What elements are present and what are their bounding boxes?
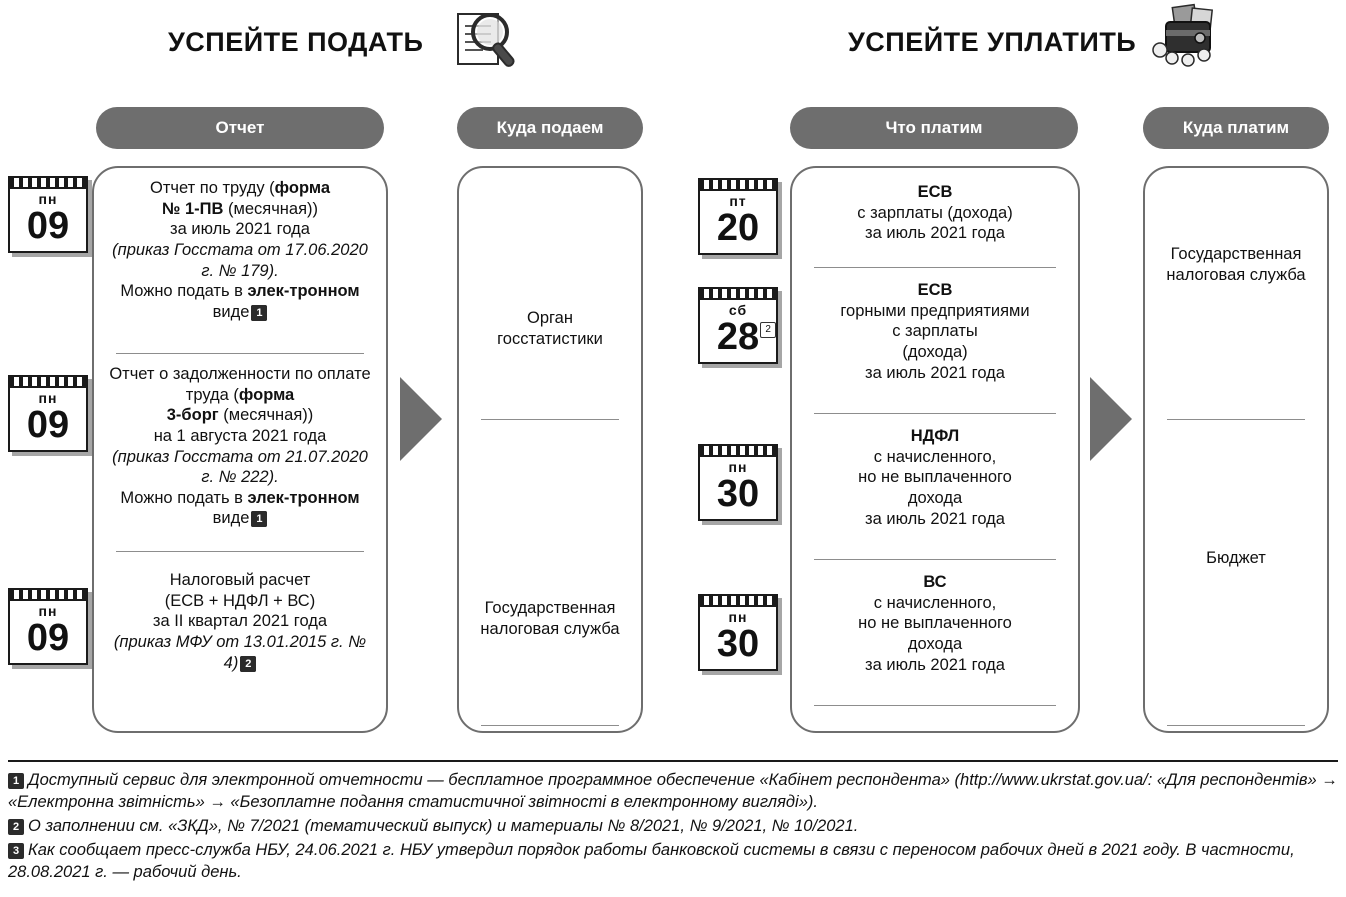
calendar-rings — [10, 590, 86, 601]
footnote-1 — [8, 770, 1338, 814]
calendar-rings — [700, 446, 776, 457]
calendar-day: 20 — [716, 207, 760, 249]
pay-item-3-title: НДФЛ — [910, 427, 960, 445]
pay-item-4-line4: за июль 2021 года — [865, 655, 1005, 674]
where-file-item-2-text: Государственная налоговая служба — [480, 599, 620, 638]
report-item-3-text-a: Налоговый расчет — [169, 571, 311, 589]
page-title-right: УСПЕЙТЕ УПЛАТИТЬ — [848, 27, 1137, 57]
panel-where-file — [457, 166, 643, 733]
pay-item-3 — [792, 426, 1078, 560]
wallet-money-icon — [1148, 2, 1222, 68]
report-item-2-text-b: (месячная)) — [218, 406, 314, 425]
calendar-day: 09 — [26, 205, 70, 247]
pay-item-2-line1: горными предприятиями — [840, 301, 1030, 320]
calendar-rings — [700, 180, 776, 191]
where-file-item-1 — [459, 308, 641, 420]
pay-item-4-title: ВС — [923, 573, 947, 591]
report-item-1-text-a: Отчет по труду ( — [150, 179, 275, 197]
divider — [814, 267, 1056, 268]
report-item-2-bold-a: форма — [238, 385, 295, 404]
report-item-1-italic: (приказ Госстата от 17.06.2020 г. № 179). — [112, 240, 368, 280]
calendar-day: 09 — [26, 617, 70, 659]
calendar-dow: пн — [38, 603, 58, 619]
report-item-1-text-e: виде — [212, 302, 250, 321]
calendar-tile-report-2 — [8, 375, 88, 452]
pay-item-4 — [792, 572, 1078, 706]
report-item-1-bold-a: форма — [274, 179, 330, 197]
calendar-tile-pay-4 — [698, 594, 778, 671]
footnote-3-text: Как сообщает пресс-служба НБУ, 24.06.2021 г. НБУ утвердил порядок работы банковской системы в связи с переносом рабочих дней в 2021 году. В частности, 28.08.2021 г. — рабочий день. — [8, 840, 1295, 881]
calendar-rings — [700, 596, 776, 607]
calendar-tile-pay-1 — [698, 178, 778, 255]
panel-report — [92, 166, 388, 733]
report-item-1-text-d: Можно подать в — [120, 282, 248, 301]
divider — [814, 413, 1056, 414]
calendar-day — [700, 318, 776, 362]
where-pay-item-1 — [1145, 244, 1327, 420]
divider — [481, 419, 619, 420]
pay-item-4-line2: но не выплаченного — [858, 614, 1012, 633]
calendar-dow: сб — [728, 302, 748, 318]
calendar-dow: пн — [728, 609, 748, 625]
footnote-ref-2-calendar: 2 — [760, 322, 776, 338]
footnote-ref-2: 2 — [240, 656, 256, 672]
calendar-dow: пн — [728, 459, 748, 475]
footnote-1-text: Доступный сервис для электронной отчетности — бесплатное программное обеспечение «Кабінет респондента» (http://www.ukrstat.gov.ua/: «Для респондентів» → «Електронна звітність» → «Безоплатне подання статистичної звітності в електронному вигляді»). — [8, 771, 1338, 811]
calendar-day: 30 — [716, 623, 760, 665]
calendar-tile-report-3 — [8, 588, 88, 665]
report-item-1-bold-c: элек-тронном — [247, 282, 360, 301]
report-item-3-text-b: (ЕСВ + НДФЛ + ВС) — [164, 591, 316, 610]
calendar-tile-pay-3 — [698, 444, 778, 521]
report-item-2-text-c: на 1 августа 2021 года — [153, 426, 327, 445]
calendar-dow: пн — [38, 390, 58, 406]
where-file-item-1-text: Орган госстатистики — [497, 309, 603, 348]
divider — [1167, 419, 1305, 420]
where-pay-item-2 — [1145, 548, 1327, 726]
column-header-where-pay: Куда платим — [1143, 107, 1329, 149]
footnote-number-1: 1 — [8, 773, 24, 789]
pay-item-1-line1: с зарплаты (дохода) — [857, 203, 1013, 222]
page-title-left: УСПЕЙТЕ ПОДАТЬ — [168, 27, 424, 57]
calendar-dow: пт — [729, 193, 747, 209]
column-header-report: Отчет — [96, 107, 384, 149]
calendar-tile-report-1 — [8, 176, 88, 253]
report-item-2-text-e: виде — [212, 509, 250, 528]
pay-item-3-line3: дохода — [907, 488, 963, 507]
report-item-2-italic: (приказ Госстата от 21.07.2020 г. № 222). — [112, 447, 368, 487]
calendar-rings — [10, 178, 86, 189]
calendar-rings — [10, 377, 86, 388]
calendar-day: 30 — [716, 473, 760, 515]
pay-item-2-line3: (дохода) — [902, 342, 968, 361]
where-file-item-2 — [459, 598, 641, 726]
calendar-day: 09 — [26, 404, 70, 446]
arrow-right-icon-right — [1090, 377, 1132, 461]
divider — [814, 705, 1056, 706]
where-pay-item-1-text: Государственная налоговая служба — [1166, 245, 1306, 284]
report-item-2-bold-b: 3-борг — [166, 406, 219, 425]
column-header-what-pay: Что платим — [790, 107, 1078, 149]
report-item-3-text-c: за II квартал 2021 года — [152, 612, 328, 631]
footnote-ref-1: 1 — [251, 305, 267, 321]
arrow-right-icon-left — [400, 377, 442, 461]
magnifier-document-icon — [452, 6, 526, 72]
pay-item-2-title: ЕСВ — [917, 281, 953, 299]
calendar-rings — [700, 289, 776, 300]
footnotes — [8, 760, 1338, 886]
pay-item-4-line3: дохода — [907, 634, 963, 653]
calendar-tile-pay-2 — [698, 287, 778, 364]
report-item-2 — [94, 364, 386, 552]
report-item-1-text-c: за июль 2021 года — [170, 220, 310, 239]
footnote-number-3: 3 — [8, 843, 24, 859]
footnote-2-text: О заполнении см. «ЗКД», № 7/2021 (тематический выпуск) и материалы № 8/2021, № 9/2021, № 10/2021. — [28, 816, 859, 835]
pay-item-1 — [792, 182, 1078, 268]
divider — [481, 725, 619, 726]
pay-item-1-title: ЕСВ — [917, 183, 953, 201]
where-pay-item-2-text: Бюджет — [1206, 549, 1266, 567]
pay-item-1-line2: за июль 2021 года — [865, 224, 1005, 243]
panel-where-pay — [1143, 166, 1329, 733]
report-item-2-text-d: Можно подать в — [120, 488, 248, 507]
report-item-1-bold-b: № 1-ПВ — [161, 199, 224, 218]
pay-item-2-line2: с зарплаты — [892, 322, 978, 341]
report-item-1-text-b: (месячная)) — [223, 199, 319, 218]
divider — [1167, 725, 1305, 726]
pay-item-3-line1: с начисленного, — [873, 447, 997, 466]
report-item-2-text-a: Отчет о задолженности по оплате труда ( — [109, 365, 371, 404]
report-item-1 — [94, 178, 386, 354]
report-item-3-italic: (приказ МФУ от 13.01.2015 г. № 4) — [113, 632, 367, 672]
footnote-number-2: 2 — [8, 819, 24, 835]
panel-what-pay — [790, 166, 1080, 733]
column-header-where-file: Куда подаем — [457, 107, 643, 149]
divider — [116, 551, 364, 552]
divider — [116, 353, 364, 354]
pay-item-2 — [792, 280, 1078, 414]
footnote-ref-1b: 1 — [251, 511, 267, 527]
report-item-2-bold-c: элек-тронном — [247, 488, 360, 507]
pay-item-2-line4: за июль 2021 года — [865, 363, 1005, 382]
calendar-day-number: 28 — [716, 316, 760, 358]
divider — [814, 559, 1056, 560]
pay-item-3-line4: за июль 2021 года — [865, 509, 1005, 528]
calendar-dow: пн — [38, 191, 58, 207]
pay-item-3-line2: но не выплаченного — [858, 468, 1012, 487]
footnote-3 — [8, 840, 1338, 884]
pay-item-4-line1: с начисленного, — [873, 593, 997, 612]
footnote-2 — [8, 816, 1338, 838]
report-item-3 — [94, 570, 386, 720]
